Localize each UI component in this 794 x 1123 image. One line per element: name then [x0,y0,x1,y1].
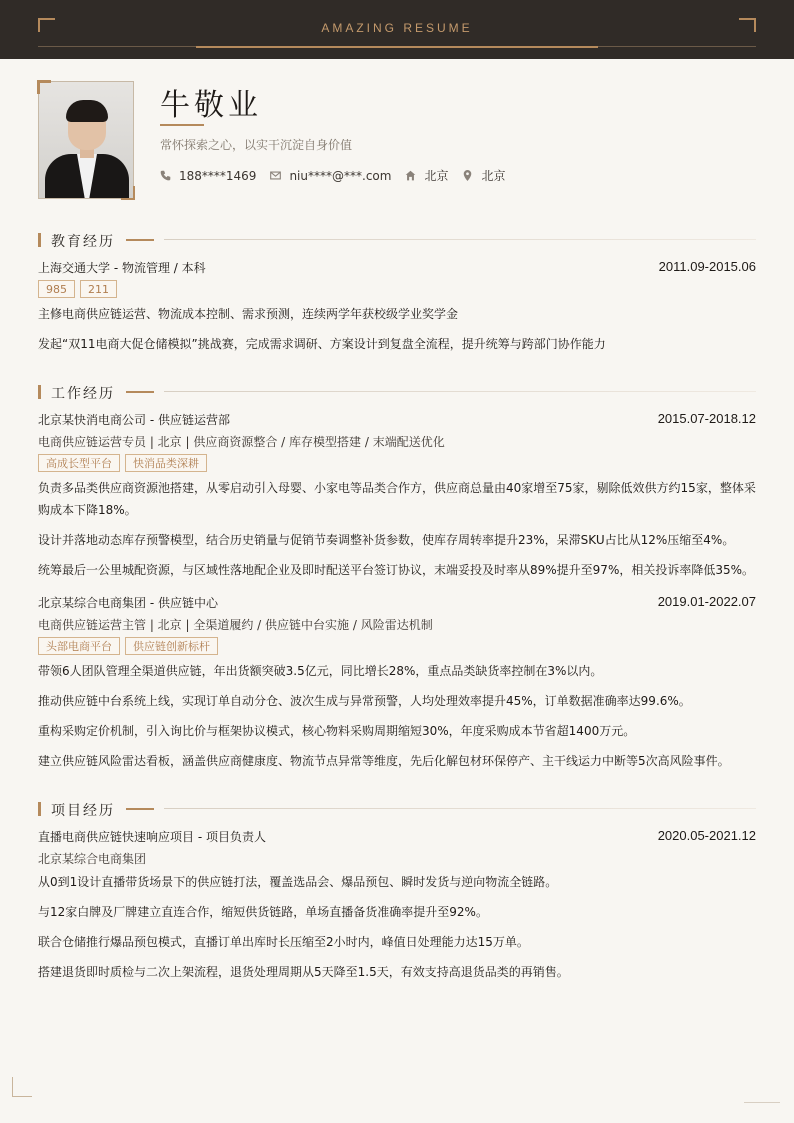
date-range: 2020.05-2021.12 [657,828,756,843]
date-range: 2019.01-2022.07 [657,594,756,609]
hometown: 北京 [424,169,449,183]
project-item: 从0到1设计直播带货场景下的供应链打法，覆盖选品会、爆品预包、瞬时发货与逆向物流全链路。 [38,875,558,889]
photo-corner-ornament [121,186,135,200]
location-pin-icon [462,170,473,181]
job-tags [38,637,223,655]
section-divider [164,239,756,240]
profile-photo [38,81,134,199]
job-item: 负责多品类供应商资源池搭建，从零启动引入母婴、小家电等品类合作方，供应商总量由40家增至75家，剔除低效供方约15家，整体采购成本下降18%。 [38,481,756,517]
project-name: 直播电商供应链快速响应项目 - 项目负责人 [38,830,266,844]
education-entry-header [38,259,756,276]
section-education-header [38,231,756,249]
company-name: 北京某综合电商集团 - 供应链中心 [38,596,218,610]
job-item: 推动供应链中台系统上线，实现订单自动分仓、波次生成与异常预警，人均处理效率提升45%，订单数据准确率达99.6%。 [38,694,691,708]
contact-location [462,167,505,184]
section-dash [126,808,154,810]
education-item: 发起“双11电商大促仓储模拟”挑战赛，完成需求调研、方案设计到复盘全流程，提升统筹与跨部门协作能力 [38,337,606,351]
contact-email [270,169,391,183]
job-item: 统筹最后一公里城配资源，与区域性落地配企业及即时配送平台签订协议，末端妥投及时率从89%提升至97%，相关投诉率降低35%。 [38,563,755,577]
tag-badge: 985 [38,280,75,298]
tag-badge: 快消品类深耕 [125,454,207,472]
section-work-header [38,383,756,401]
contact-info [160,167,519,184]
job-tags [38,454,212,472]
project-item: 联合仓储推行爆品预包模式，直播订单出库时长压缩至2小时内，峰值日处理能力达15万单。 [38,935,529,949]
section-divider [164,391,756,392]
school-name: 上海交通大学 - 物流管理 / 本科 [38,261,206,275]
footer-rule [744,1102,780,1103]
date-range: 2015.07-2018.12 [657,411,756,426]
header-bar [0,0,794,59]
section-marker [38,802,41,816]
project-entry-header [38,828,756,845]
section-dash [126,391,154,393]
project-org: 北京某综合电商集团 [38,852,147,866]
job-item: 带领6人团队管理全渠道供应链，年出货额突破3.5亿元，同比增长28%，重点品类缺货率控制在3%以内。 [38,664,603,678]
contact-phone [160,169,256,183]
header-rule-accent [196,46,598,48]
phone-icon [160,170,171,181]
avatar [38,81,134,199]
job-item: 设计并落地动态库存预警模型，结合历史销量与促销节奏调整补货参数，使库存周转率提升23%，呆滞SKU占比从12%压缩至4%。 [38,533,735,547]
section-title: 项目经历 [51,803,115,819]
section-title: 工作经历 [51,386,115,402]
email-address: niu****@***.com [289,168,392,183]
phone-number: 188****1469 [179,168,257,183]
corner-ornament [12,1077,32,1097]
section-marker [38,233,41,247]
education-item: 主修电商供应链运营、物流成本控制、需求预测，连续两学年获校级学业奖学金 [38,307,459,321]
home-icon [405,170,416,181]
job-item: 建立供应链风险雷达看板，涵盖供应商健康度、物流节点异常等维度，先后化解包材环保停产、主干线运力中断等5次高风险事件。 [38,754,730,768]
location: 北京 [481,169,506,183]
tagline: 常怀探索之心，以实干沉淀自身价值 [160,138,353,152]
job-entry-header [38,594,756,611]
header-title: AMAZING RESUME [321,21,473,35]
photo-corner-ornament [37,80,51,94]
candidate-name: 牛敬业 [160,88,262,123]
section-title: 教育经历 [51,234,115,250]
contact-hometown [405,167,448,184]
tag-badge: 供应链创新标杆 [125,637,218,655]
job-entry-header [38,411,756,428]
section-dash [126,239,154,241]
section-marker [38,385,41,399]
date-range: 2011.09-2015.06 [658,259,756,274]
company-name: 北京某快消电商公司 - 供应链运营部 [38,413,230,427]
project-item: 与12家白牌及厂牌建立直连合作，缩短供货链路，单场直播备货准确率提升至92%。 [38,905,488,919]
job-role: 电商供应链运营主管 | 北京 | 全渠道履约 / 供应链中台实施 / 风险雷达机制 [38,618,433,632]
project-item: 搭建退货即时质检与二次上架流程，退货处理周期从5天降至1.5天，有效支持高退货品类的再销售。 [38,965,569,979]
mail-icon [270,170,281,181]
section-divider [164,808,756,809]
name-underline [160,124,204,126]
tag-badge: 高成长型平台 [38,454,120,472]
education-tags [38,280,122,298]
job-item: 重构采购定价机制，引入询比价与框架协议模式，核心物料采购周期缩短30%，年度采购成本节省超1400万元。 [38,724,636,738]
tag-badge: 头部电商平台 [38,637,120,655]
section-projects-header [38,800,756,818]
job-role: 电商供应链运营专员 | 北京 | 供应商资源整合 / 库存模型搭建 / 末端配送优化 [38,435,445,449]
tag-badge: 211 [80,280,117,298]
